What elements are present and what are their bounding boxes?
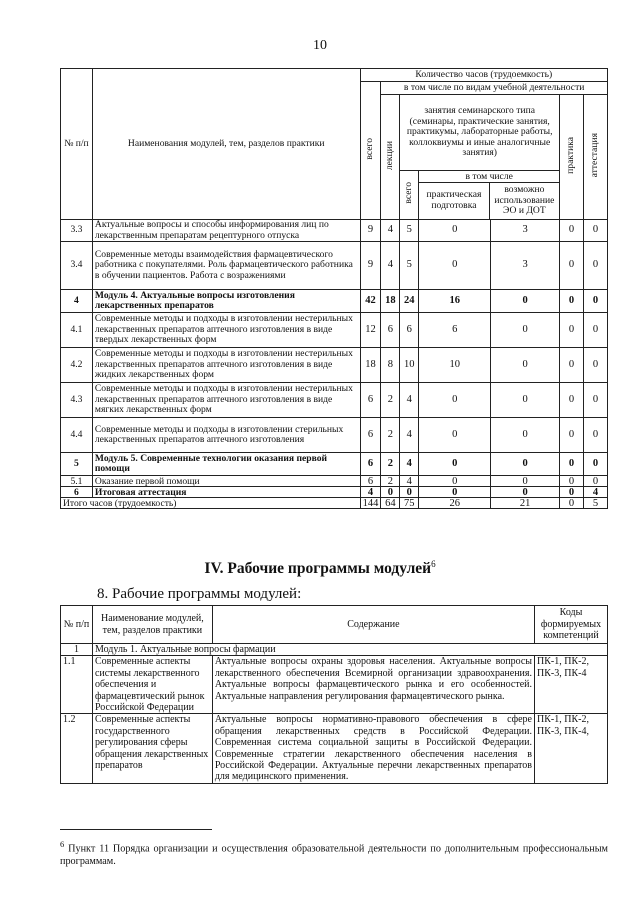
- row-sem: 4: [400, 418, 419, 453]
- row-att: 0: [584, 383, 608, 418]
- row-total: 9: [360, 242, 381, 290]
- row-pp: 0: [419, 418, 491, 453]
- row-sem: 10: [400, 348, 419, 383]
- table-row: [61, 290, 608, 313]
- header-hours: Количество часов (трудоемкость): [360, 69, 607, 82]
- row-eo: 0: [491, 487, 560, 498]
- header-practical-training: практическая подготовка: [419, 183, 489, 219]
- row-pp: 0: [419, 220, 491, 242]
- header-eo-dot: возможно использование ЭО и ДОТ: [494, 184, 555, 217]
- row-name: Современные методы и подходы в изготовлении нестерильных лекарственных препаратов аптечного изготовления в виде твердых лекарственных форм: [92, 313, 360, 348]
- row-lectures: 2: [381, 453, 400, 476]
- row-eo: 3: [491, 242, 560, 290]
- program-codes: ПК-1, ПК-2, ПК-3, ПК-4,: [535, 714, 608, 783]
- program-num: 1.1: [61, 656, 93, 714]
- row-pp: 16: [419, 290, 491, 313]
- row-num: 4: [61, 290, 93, 313]
- row-pp: 0: [419, 476, 491, 487]
- row-lectures: 2: [381, 476, 400, 487]
- hours-table-header: [61, 69, 608, 220]
- header-including-by-type: в том числе по видам учебной деятельности: [381, 82, 608, 95]
- table-row: [61, 242, 608, 290]
- page-number: 10: [313, 38, 327, 53]
- table-row: [61, 220, 608, 242]
- row-sem: 4: [400, 383, 419, 418]
- hours-table-body: [61, 220, 608, 498]
- row-lectures: 6: [381, 313, 400, 348]
- row-practice: 0: [560, 313, 584, 348]
- section-title: IV. Рабочие программы модулей$^6$: [204, 559, 436, 578]
- table-row: [61, 476, 608, 487]
- program-name: Современные аспекты государственного регулирования сферы обращения лекарственных препаратов: [92, 714, 212, 783]
- row-total: 9: [360, 220, 381, 242]
- row-att: 0: [584, 313, 608, 348]
- row-lectures: 8: [381, 348, 400, 383]
- row-total: 12: [360, 313, 381, 348]
- row-num: 6: [61, 487, 93, 498]
- row-lectures: 4: [381, 220, 400, 242]
- row-total: 18: [360, 348, 381, 383]
- row-att: 0: [584, 476, 608, 487]
- programs-header-num: № п/п: [61, 606, 93, 644]
- total-row: [61, 498, 608, 509]
- row-num: 3.4: [61, 242, 93, 290]
- table-row: [61, 348, 608, 383]
- program-row: [61, 656, 608, 714]
- program-name: Современные аспекты системы лекарственного обеспечения и фармацевтический рынок Российской Федерации: [92, 656, 212, 714]
- footnote-text: Пункт 11 Порядка организации и осуществления образовательной деятельности по дополнительным профессиональным программам.: [60, 843, 608, 868]
- programs-table-body: [61, 656, 608, 783]
- header-sem-total: всего: [400, 171, 419, 220]
- row-name: Оказание первой помощи: [92, 476, 360, 487]
- program-num: 1.2: [61, 714, 93, 783]
- row-sem: 4: [400, 476, 419, 487]
- programs-table: [60, 605, 608, 784]
- programs-header-content: Содержание: [212, 606, 534, 644]
- row-practice: 0: [560, 487, 584, 498]
- row-pp: 0: [419, 242, 491, 290]
- row-att: 0: [584, 453, 608, 476]
- row-sem: 5: [400, 220, 419, 242]
- row-total: 6: [360, 476, 381, 487]
- row-att: 0: [584, 348, 608, 383]
- header-name: Наименования модулей, тем, разделов практики: [92, 69, 360, 220]
- program-content: Актуальные вопросы нормативно-правового обеспечения в сфере обращения лекарственных средств в Российской Федерации. Современная система социальной защиты в Российской Федерации. Современные стратегии лекарственного обеспечения населения в Российской Федерации. Актуальные перечни лекарственных препаратов для медицинского применения.: [212, 714, 534, 783]
- row-num: 4.3: [61, 383, 93, 418]
- row-name: Современные методы взаимодействия фармацевтического работника с покупателями. Роль фармацевтического работника в обучении пациентов. Работа с возражениями: [92, 242, 360, 290]
- row-total: 4: [360, 487, 381, 498]
- row-name: Современные методы и подходы в изготовлении нестерильных лекарственных препаратов аптечного изготовления в виде мягких лекарственных форм: [92, 383, 360, 418]
- row-att: 0: [584, 290, 608, 313]
- row-sem: 4: [400, 453, 419, 476]
- row-total: 6: [360, 418, 381, 453]
- row-total: 42: [360, 290, 381, 313]
- row-practice: 0: [560, 418, 584, 453]
- row-sem: 6: [400, 313, 419, 348]
- row-num: 4.1: [61, 313, 93, 348]
- row-practice: 0: [560, 348, 584, 383]
- header-including: [419, 171, 560, 220]
- module-name: Модуль 1. Актуальные вопросы фармации: [92, 644, 607, 656]
- row-num: 4.2: [61, 348, 93, 383]
- row-pp: 6: [419, 313, 491, 348]
- row-eo: 0: [491, 290, 560, 313]
- row-num: 3.3: [61, 220, 93, 242]
- footnote-mark: 6: [60, 839, 65, 849]
- table-row: [61, 383, 608, 418]
- row-lectures: 18: [381, 290, 400, 313]
- row-name: Модуль 5. Современные технологии оказания первой помощи: [92, 453, 360, 476]
- table-row: [61, 487, 608, 498]
- row-att: 0: [584, 418, 608, 453]
- total-lectures: 64: [381, 498, 400, 509]
- table-row: [61, 418, 608, 453]
- program-codes: ПК-1, ПК-2, ПК-3, ПК-4: [535, 656, 608, 714]
- total-label: Итого часов (трудоемкость): [61, 498, 361, 509]
- row-eo: 0: [491, 383, 560, 418]
- row-eo: 0: [491, 453, 560, 476]
- program-row: [61, 714, 608, 783]
- total-att: 5: [584, 498, 608, 509]
- programs-header-codes: Коды формируемых компетенций: [535, 606, 608, 644]
- row-practice: 0: [560, 290, 584, 313]
- program-content: Актуальные вопросы охраны здоровья населения. Актуальные вопросы лекарственного обеспечения Всемирной организации здравоохранения. Актуальные вопросы фармацевтического рынка и его особенностей. Актуальные направления регулирования фармацевтического рынка.: [212, 656, 534, 714]
- row-name: Модуль 4. Актуальные вопросы изготовления лекарственных препаратов: [92, 290, 360, 313]
- row-sem: 0: [400, 487, 419, 498]
- row-eo: 0: [491, 476, 560, 487]
- row-total: 6: [360, 453, 381, 476]
- hours-table: [60, 68, 608, 509]
- footnote: [60, 838, 608, 868]
- programs-header-name: Наименование модулей, тем, разделов практики: [92, 606, 212, 644]
- row-lectures: 4: [381, 242, 400, 290]
- row-practice: 0: [560, 242, 584, 290]
- programs-header-row: [61, 606, 608, 644]
- row-lectures: 2: [381, 418, 400, 453]
- row-name: Актуальные вопросы и способы информирования лиц по лекарственным препаратам рецептурного отпуска: [92, 220, 360, 242]
- row-total: 6: [360, 383, 381, 418]
- row-eo: 0: [491, 418, 560, 453]
- table-row: [61, 453, 608, 476]
- row-eo: 0: [491, 348, 560, 383]
- header-num: № п/п: [61, 69, 93, 220]
- row-pp: 0: [419, 453, 491, 476]
- total-eo: 21: [491, 498, 560, 509]
- header-total: всего: [360, 82, 381, 220]
- row-pp: 0: [419, 383, 491, 418]
- table-row: [61, 313, 608, 348]
- header-seminar: занятия семинарского типа (семинары, практические занятия, практикумы, лабораторные работы, коллоквиумы и иные аналогичные занятия): [400, 95, 560, 171]
- row-pp: 10: [419, 348, 491, 383]
- row-num: 5.1: [61, 476, 93, 487]
- section-footnote-mark: 6: [431, 559, 436, 569]
- total-practice: 0: [560, 498, 584, 509]
- row-practice: 0: [560, 453, 584, 476]
- row-lectures: 0: [381, 487, 400, 498]
- row-name: Современные методы и подходы в изготовлении нестерильных лекарственных препаратов аптечного изготовления в виде жидких лекарственных форм: [92, 348, 360, 383]
- row-num: 5: [61, 453, 93, 476]
- header-lectures: лекции: [381, 95, 400, 220]
- programs-module-row: [61, 644, 608, 656]
- row-num: 4.4: [61, 418, 93, 453]
- module-num: 1: [61, 644, 93, 656]
- row-sem: 5: [400, 242, 419, 290]
- row-att: 0: [584, 220, 608, 242]
- row-att: 4: [584, 487, 608, 498]
- header-including-label: в том числе: [419, 171, 559, 183]
- row-practice: 0: [560, 383, 584, 418]
- footnote-separator: [60, 829, 212, 830]
- row-att: 0: [584, 242, 608, 290]
- row-name: Итоговая аттестация: [92, 487, 360, 498]
- total-sem: 75: [400, 498, 419, 509]
- row-name: Современные методы и подходы в изготовлении стерильных лекарственных препаратов аптечного изготовления: [92, 418, 360, 453]
- row-pp: 0: [419, 487, 491, 498]
- subsection-title: 8. Рабочие программы модулей:: [97, 586, 302, 602]
- total-pp: 26: [419, 498, 491, 509]
- row-eo: 3: [491, 220, 560, 242]
- row-lectures: 2: [381, 383, 400, 418]
- row-eo: 0: [491, 313, 560, 348]
- row-sem: 24: [400, 290, 419, 313]
- header-attestation: аттестация: [584, 95, 608, 220]
- total-total: 144: [360, 498, 381, 509]
- row-practice: 0: [560, 476, 584, 487]
- hours-table-total: [61, 498, 608, 509]
- row-practice: 0: [560, 220, 584, 242]
- header-practice: практика: [560, 95, 584, 220]
